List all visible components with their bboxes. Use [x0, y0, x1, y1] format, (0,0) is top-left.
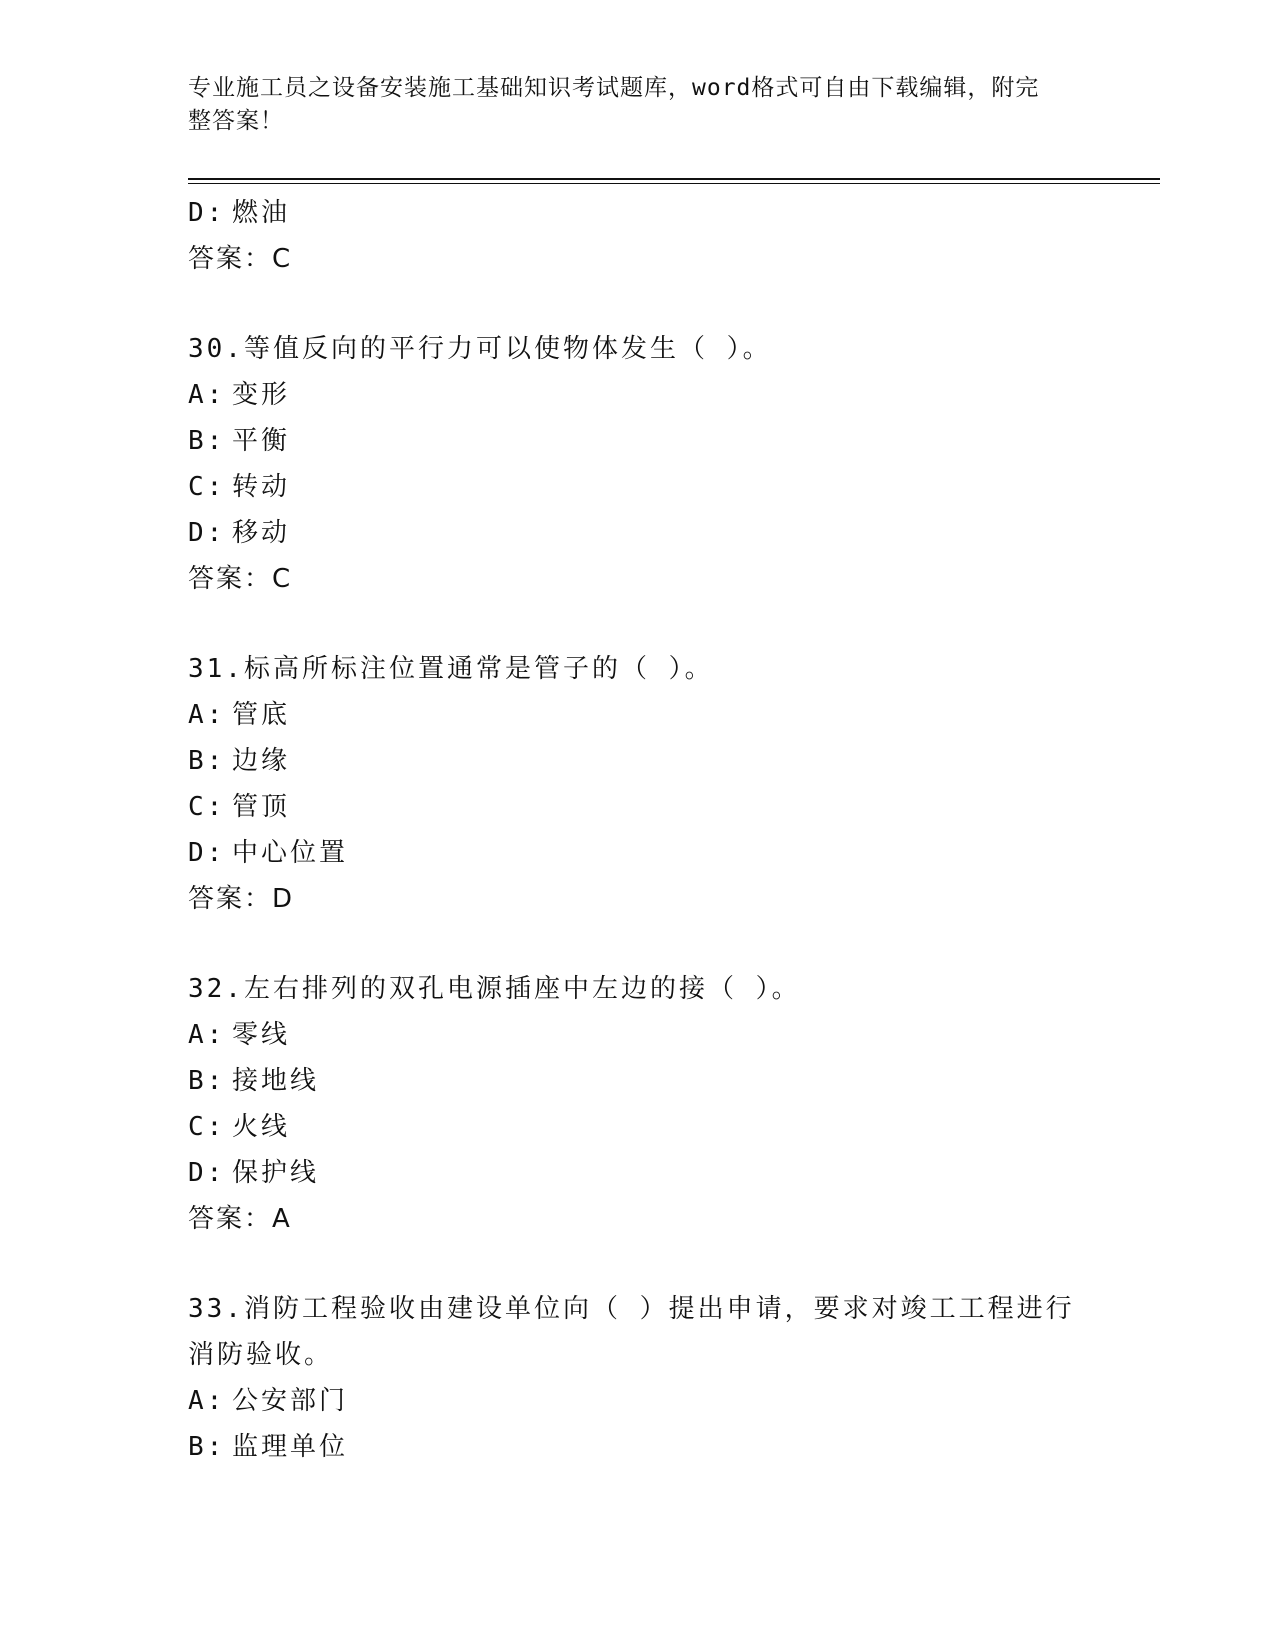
option-text: 火线: [232, 1112, 291, 1142]
question-stem-line-1: 33.消防工程验收由建设单位向（ ）提出申请，要求对竣工工程进行: [188, 1294, 1075, 1324]
option-text: 管底: [232, 700, 291, 730]
question-30: [188, 326, 1088, 602]
option-letter: D:: [188, 198, 226, 228]
option-text: 变形: [232, 380, 291, 410]
option-b: [188, 1424, 1088, 1470]
option-text: 转动: [232, 472, 291, 502]
option-text: 监理单位: [232, 1432, 349, 1462]
option-b: [188, 738, 1088, 784]
question-31: [188, 646, 1088, 922]
header-divider-thick: [188, 178, 1160, 180]
option-text: 公安部门: [232, 1386, 349, 1416]
header-line-1: 专业施工员之设备安装施工基础知识考试题库，word格式可自由下载编辑，附完: [188, 75, 1040, 101]
option-d: [188, 1150, 1088, 1196]
option-letter: B:: [188, 1432, 226, 1462]
answer-line: 答案：D: [188, 884, 295, 914]
option-letter: D:: [188, 1158, 226, 1188]
option-text: 平衡: [232, 426, 291, 456]
option-letter: B:: [188, 1066, 226, 1096]
question-32: [188, 966, 1088, 1242]
option-c: [188, 1104, 1088, 1150]
option-letter: C:: [188, 1112, 226, 1142]
option-text: 移动: [232, 518, 291, 548]
question-stem: 32.左右排列的双孔电源插座中左边的接（ ）。: [188, 974, 801, 1004]
option-text: 燃油: [232, 198, 291, 228]
option-a: [188, 1012, 1088, 1058]
option-d: [188, 830, 1088, 876]
option-letter: D:: [188, 838, 226, 868]
option-letter: A:: [188, 1386, 226, 1416]
option-b: [188, 1058, 1088, 1104]
option-d: [188, 510, 1088, 556]
question-stem: 31.标高所标注位置通常是管子的（ ）。: [188, 654, 714, 684]
question-stem-line-2: 消防验收。: [188, 1340, 334, 1370]
option-letter: B:: [188, 746, 226, 776]
option-letter: A:: [188, 380, 226, 410]
option-text: 零线: [232, 1020, 291, 1050]
option-d: [188, 190, 1088, 236]
option-a: [188, 1378, 1088, 1424]
option-text: 中心位置: [232, 838, 349, 868]
option-text: 边缘: [232, 746, 291, 776]
header-line-2: 整答案！: [188, 108, 284, 134]
option-text: 管顶: [232, 792, 291, 822]
option-letter: D:: [188, 518, 226, 548]
question-29-tail: [188, 190, 1088, 282]
option-letter: C:: [188, 472, 226, 502]
document-header: [188, 72, 1068, 138]
option-text: 保护线: [232, 1158, 320, 1188]
answer-line: 答案：C: [188, 244, 293, 274]
question-stem: 30.等值反向的平行力可以使物体发生（ ）。: [188, 334, 772, 364]
answer-line: 答案：C: [188, 564, 293, 594]
option-text: 接地线: [232, 1066, 320, 1096]
question-list: [188, 190, 1088, 1470]
option-a: [188, 692, 1088, 738]
option-c: [188, 784, 1088, 830]
header-divider-thin: [188, 183, 1160, 184]
question-33: [188, 1286, 1088, 1470]
option-b: [188, 418, 1088, 464]
option-letter: B:: [188, 426, 226, 456]
option-c: [188, 464, 1088, 510]
answer-line: 答案：A: [188, 1204, 292, 1234]
option-letter: C:: [188, 792, 226, 822]
option-letter: A:: [188, 700, 226, 730]
option-a: [188, 372, 1088, 418]
option-letter: A:: [188, 1020, 226, 1050]
